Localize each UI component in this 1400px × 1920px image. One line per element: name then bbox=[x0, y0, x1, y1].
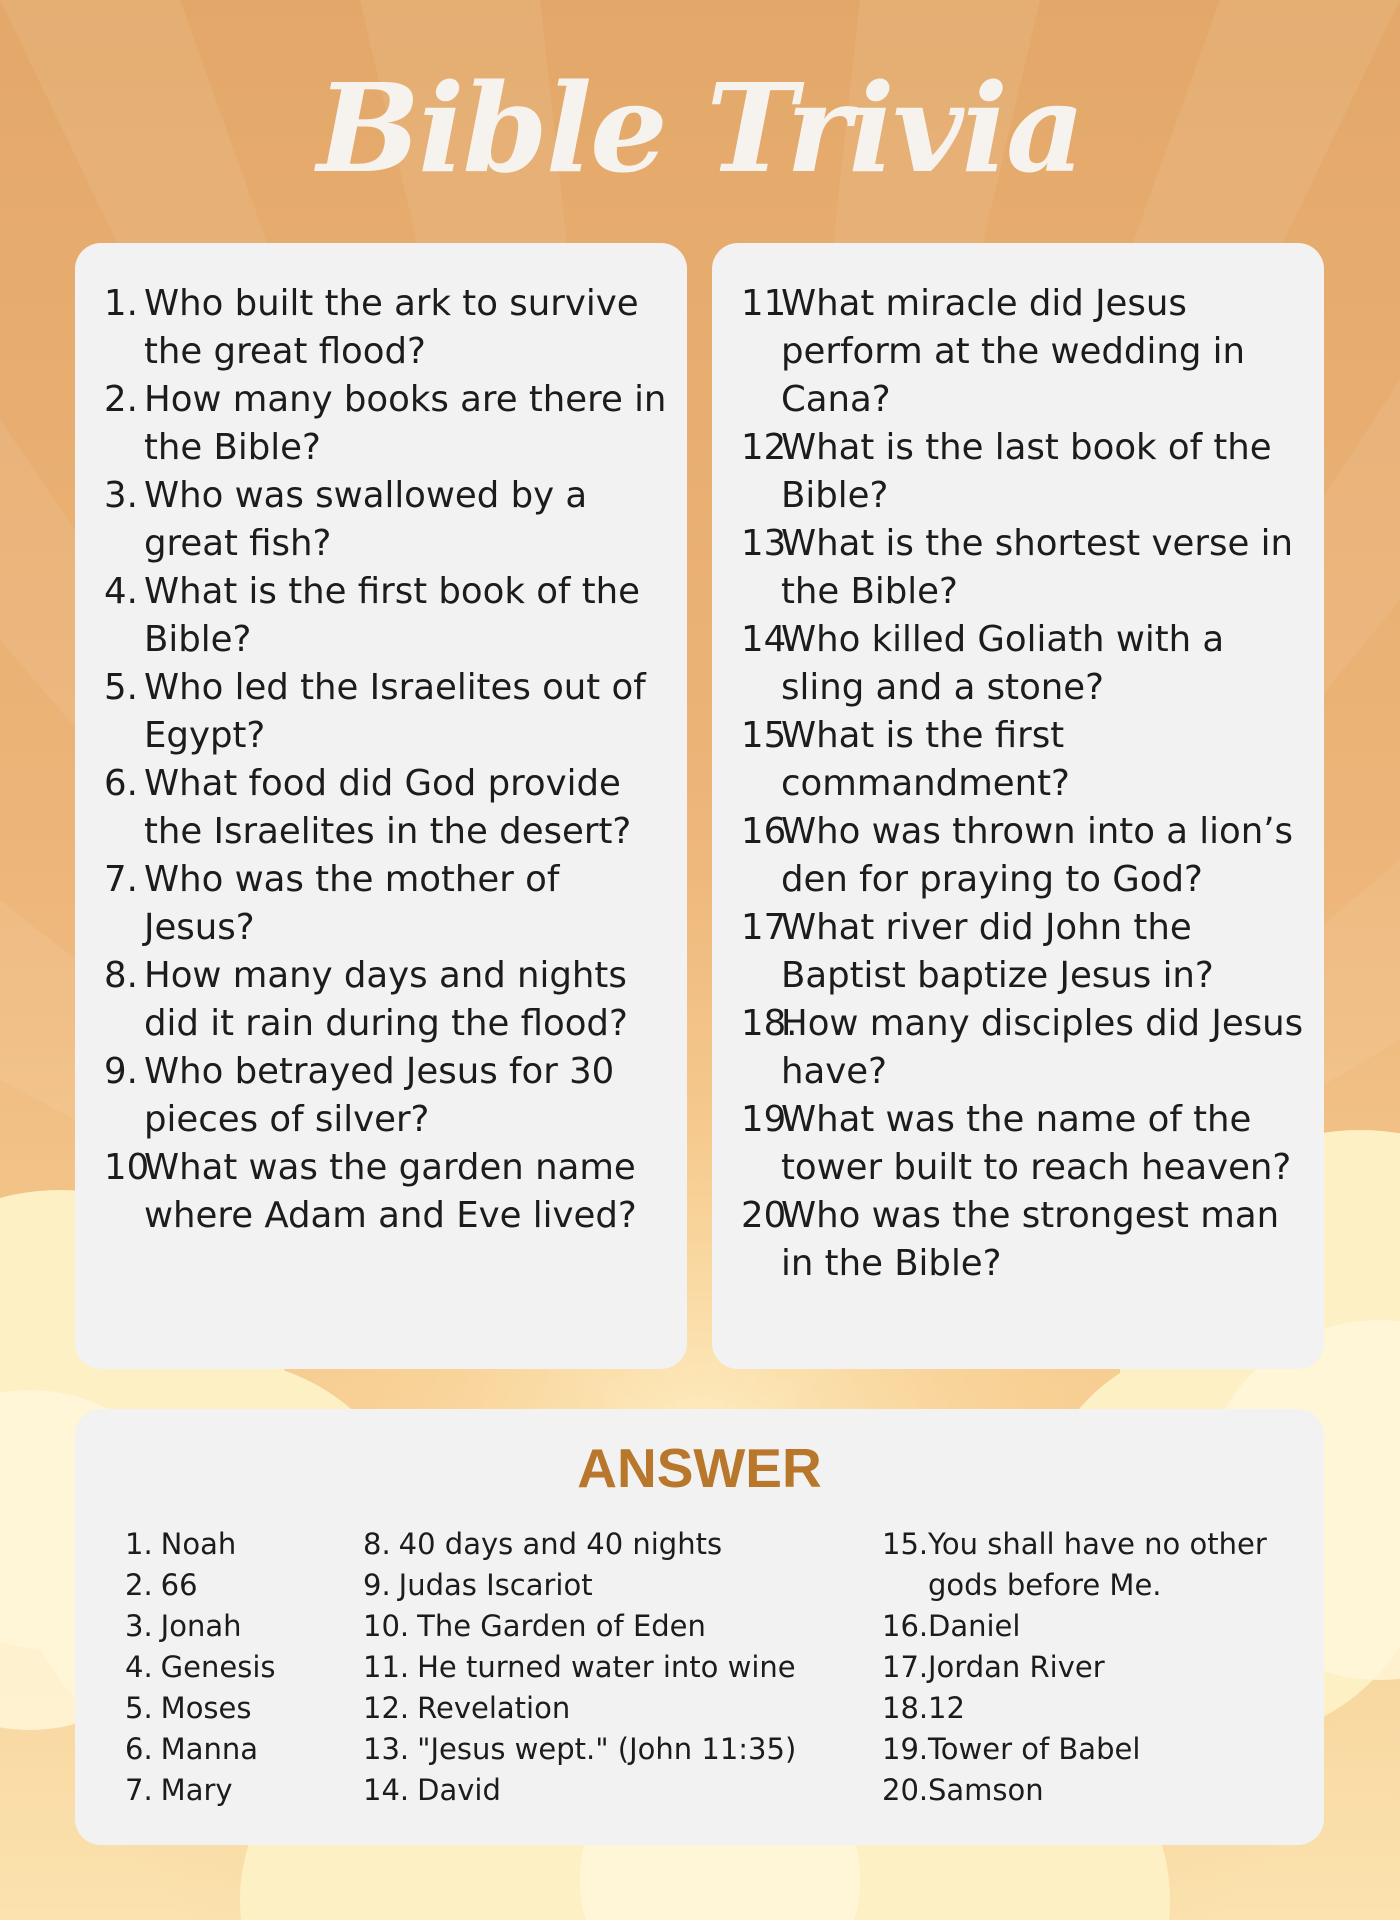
question-item bbox=[741, 808, 1316, 904]
answer-text: 66 bbox=[160, 1568, 198, 1602]
question-number: 17. bbox=[741, 907, 798, 948]
answer-item bbox=[882, 1729, 1302, 1770]
question-item bbox=[104, 376, 674, 472]
answer-text: Noah bbox=[160, 1527, 237, 1561]
answer-text: 12 bbox=[928, 1691, 965, 1725]
answer-item bbox=[125, 1524, 345, 1565]
question-number: 7. bbox=[104, 859, 138, 900]
question-item bbox=[104, 856, 674, 952]
answer-number: 6. bbox=[125, 1732, 153, 1766]
question-text: What river did John the Baptist baptize Jesus in? bbox=[781, 907, 1214, 996]
question-item bbox=[741, 1096, 1316, 1192]
answer-item bbox=[882, 1524, 1302, 1606]
question-item bbox=[741, 616, 1316, 712]
answer-number: 9. bbox=[363, 1568, 391, 1602]
question-list-left bbox=[104, 280, 674, 1240]
answer-text: Samson bbox=[928, 1773, 1044, 1807]
question-text: What miracle did Jesus perform at the wedding in Cana? bbox=[781, 283, 1246, 420]
answer-text: David bbox=[417, 1773, 501, 1807]
answer-text: Mary bbox=[160, 1773, 233, 1807]
answer-item bbox=[125, 1729, 345, 1770]
question-number: 16. bbox=[741, 811, 798, 852]
answer-text: Tower of Babel bbox=[928, 1732, 1141, 1766]
question-number: 19. bbox=[741, 1099, 798, 1140]
question-number: 13. bbox=[741, 523, 798, 564]
question-item bbox=[104, 1144, 674, 1240]
answer-text: Revelation bbox=[417, 1691, 571, 1725]
question-number: 8. bbox=[104, 955, 138, 996]
question-number: 15. bbox=[741, 715, 798, 756]
answer-number: 3. bbox=[125, 1609, 153, 1643]
question-text: What is the last book of the Bible? bbox=[781, 427, 1272, 516]
answer-text: He turned water into wine bbox=[417, 1650, 796, 1684]
answer-item bbox=[363, 1606, 863, 1647]
answer-text: The Garden of Eden bbox=[417, 1609, 706, 1643]
question-text: What is the shortest verse in the Bible? bbox=[781, 523, 1293, 612]
question-text: How many books are there in the Bible? bbox=[144, 379, 667, 468]
question-text: Who built the ark to survive the great flood? bbox=[144, 283, 639, 372]
answer-number: 19. bbox=[882, 1732, 929, 1766]
question-item bbox=[741, 904, 1316, 1000]
question-item bbox=[741, 1000, 1316, 1096]
answer-text: Moses bbox=[160, 1691, 252, 1725]
answer-item bbox=[363, 1770, 863, 1811]
answer-number: 11. bbox=[363, 1650, 410, 1684]
question-number: 14. bbox=[741, 619, 798, 660]
question-item bbox=[741, 280, 1316, 424]
answer-heading: ANSWER bbox=[577, 1437, 822, 1499]
question-item bbox=[104, 472, 674, 568]
answer-column-1 bbox=[125, 1524, 345, 1811]
question-text: Who was thrown into a lion’s den for praying to God? bbox=[781, 811, 1293, 900]
question-text: Who was the mother of Jesus? bbox=[144, 859, 560, 948]
question-text: What food did God provide the Israelites in the desert? bbox=[144, 763, 632, 852]
answer-number: 17. bbox=[882, 1650, 929, 1684]
question-item bbox=[104, 1048, 674, 1144]
question-text: Who killed Goliath with a sling and a stone? bbox=[781, 619, 1225, 708]
answer-item bbox=[125, 1606, 345, 1647]
answer-number: 2. bbox=[125, 1568, 153, 1602]
question-item bbox=[741, 424, 1316, 520]
answer-item bbox=[363, 1524, 863, 1565]
question-text: Who was swallowed by a great fish? bbox=[144, 475, 588, 564]
question-text: Who betrayed Jesus for 30 pieces of silver? bbox=[144, 1051, 615, 1140]
question-text: What is the first commandment? bbox=[781, 715, 1070, 804]
answer-item bbox=[363, 1647, 863, 1688]
question-number: 11. bbox=[741, 283, 798, 324]
answer-column-3 bbox=[882, 1524, 1302, 1811]
answer-number: 4. bbox=[125, 1650, 153, 1684]
question-number: 4. bbox=[104, 571, 138, 612]
question-number: 12. bbox=[741, 427, 798, 468]
question-number: 18. bbox=[741, 1003, 798, 1044]
answer-text: Genesis bbox=[160, 1650, 276, 1684]
answer-number: 20. bbox=[882, 1773, 929, 1807]
question-number: 1. bbox=[104, 283, 138, 324]
answer-number: 1. bbox=[125, 1527, 153, 1561]
answer-text: Daniel bbox=[928, 1609, 1021, 1643]
question-number: 9. bbox=[104, 1051, 138, 1092]
question-number: 3. bbox=[104, 475, 138, 516]
answer-item bbox=[363, 1688, 863, 1729]
answer-number: 16. bbox=[882, 1609, 929, 1643]
question-number: 2. bbox=[104, 379, 138, 420]
answer-number: 18. bbox=[882, 1691, 929, 1725]
answer-item bbox=[125, 1688, 345, 1729]
question-item bbox=[104, 760, 674, 856]
answer-number: 8. bbox=[363, 1527, 391, 1561]
answer-item bbox=[882, 1606, 1302, 1647]
answer-number: 14. bbox=[363, 1773, 410, 1807]
answer-item bbox=[882, 1770, 1302, 1811]
answer-number: 7. bbox=[125, 1773, 153, 1807]
question-text: What was the name of the tower built to reach heaven? bbox=[781, 1099, 1292, 1188]
question-item bbox=[104, 280, 674, 376]
question-number: 10. bbox=[104, 1147, 161, 1188]
question-text: How many days and nights did it rain during the flood? bbox=[144, 955, 628, 1044]
question-item bbox=[741, 520, 1316, 616]
answer-column-2 bbox=[363, 1524, 863, 1811]
question-text: Who led the Israelites out of Egypt? bbox=[144, 667, 646, 756]
answer-item bbox=[125, 1565, 345, 1606]
answer-item bbox=[882, 1647, 1302, 1688]
question-list-right bbox=[741, 280, 1316, 1288]
question-item bbox=[104, 664, 674, 760]
question-text: How many disciples did Jesus have? bbox=[781, 1003, 1304, 1092]
answer-text: 40 days and 40 nights bbox=[398, 1527, 723, 1561]
answer-item bbox=[125, 1647, 345, 1688]
question-item bbox=[104, 568, 674, 664]
answer-text: Jordan River bbox=[928, 1650, 1105, 1684]
question-item bbox=[741, 1192, 1316, 1288]
question-number: 5. bbox=[104, 667, 138, 708]
answer-number: 10. bbox=[363, 1609, 410, 1643]
answer-text: Manna bbox=[160, 1732, 258, 1766]
answer-item bbox=[882, 1688, 1302, 1729]
page-title: Bible Trivia bbox=[316, 56, 1084, 200]
answer-text: Judas Iscariot bbox=[398, 1568, 593, 1602]
answer-number: 15. bbox=[882, 1527, 929, 1561]
question-text: What was the garden name where Adam and Eve lived? bbox=[144, 1147, 637, 1236]
question-item bbox=[104, 952, 674, 1048]
question-item bbox=[741, 712, 1316, 808]
answer-item bbox=[363, 1729, 863, 1770]
answer-number: 13. bbox=[363, 1732, 410, 1766]
answer-text: You shall have no other gods before Me. bbox=[928, 1527, 1267, 1602]
question-text: Who was the strongest man in the Bible? bbox=[781, 1195, 1280, 1284]
question-number: 20. bbox=[741, 1195, 798, 1236]
question-number: 6. bbox=[104, 763, 138, 804]
answer-text: "Jesus wept." (John 11:35) bbox=[417, 1732, 797, 1766]
answer-text: Jonah bbox=[160, 1609, 242, 1643]
answer-item bbox=[363, 1565, 863, 1606]
answer-number: 5. bbox=[125, 1691, 153, 1725]
answer-number: 12. bbox=[363, 1691, 410, 1725]
question-text: What is the first book of the Bible? bbox=[144, 571, 640, 660]
answer-item bbox=[125, 1770, 345, 1811]
